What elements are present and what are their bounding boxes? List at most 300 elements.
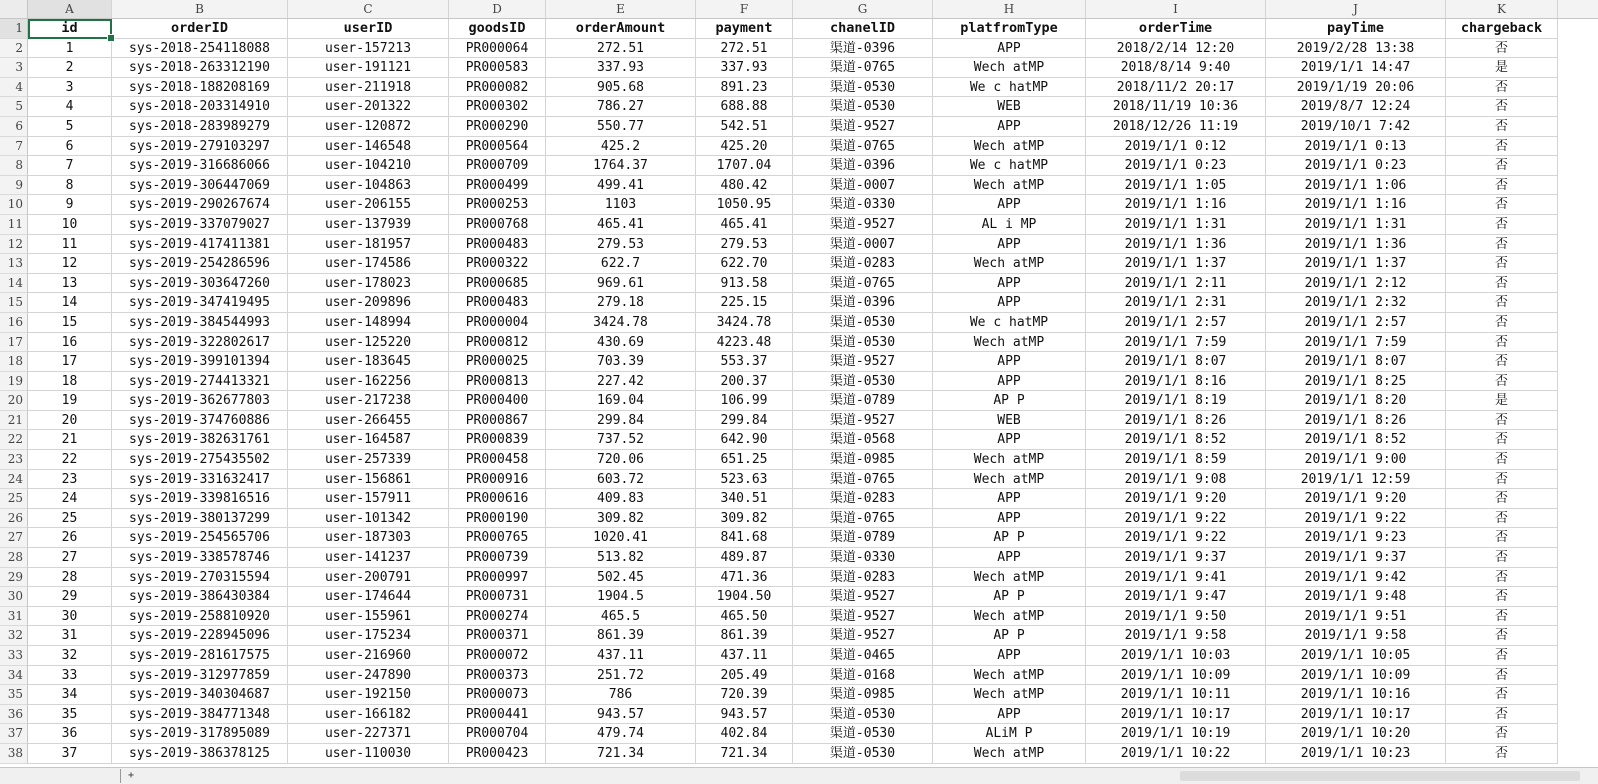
cell-platfromtype[interactable]: APP [933,117,1086,137]
cell-userid[interactable]: user-216960 [288,646,449,666]
cell-chanelid[interactable]: 渠道-0568 [793,430,933,450]
cell-payment[interactable]: 402.84 [696,724,793,744]
cell-chargeback[interactable]: 否 [1446,607,1558,627]
cell-userid[interactable]: user-206155 [288,195,449,215]
cell-payment[interactable]: 891.23 [696,78,793,98]
cell-goodsid[interactable]: PR000564 [449,137,546,157]
cell-ordertime[interactable]: 2019/1/1 8:52 [1086,430,1266,450]
header-cell-chanelid[interactable]: chanelID [793,19,933,39]
cell-orderid[interactable]: sys-2019-339816516 [112,489,288,509]
cell-goodsid[interactable]: PR000082 [449,78,546,98]
cell-id[interactable]: 15 [28,313,112,333]
cell-userid[interactable]: user-166182 [288,705,449,725]
cell-goodsid[interactable]: PR000400 [449,391,546,411]
cell-orderamount[interactable]: 465.41 [546,215,696,235]
cell-goodsid[interactable]: PR000302 [449,97,546,117]
cell-orderamount[interactable]: 437.11 [546,646,696,666]
cell-orderamount[interactable]: 279.18 [546,293,696,313]
cell-ordertime[interactable]: 2019/1/1 1:16 [1086,195,1266,215]
cell-ordertime[interactable]: 2019/1/1 10:11 [1086,685,1266,705]
cell-goodsid[interactable]: PR000839 [449,430,546,450]
cell-orderid[interactable]: sys-2019-340304687 [112,685,288,705]
cell-chargeback[interactable]: 否 [1446,411,1558,431]
cell-payment[interactable]: 480.42 [696,176,793,196]
cell-paytime[interactable]: 2019/1/1 9:22 [1266,509,1446,529]
cell-payment[interactable]: 471.36 [696,568,793,588]
row-number[interactable]: 36 [0,705,28,725]
cell-id[interactable]: 22 [28,450,112,470]
cell-ordertime[interactable]: 2019/1/1 10:19 [1086,724,1266,744]
cell-userid[interactable]: user-101342 [288,509,449,529]
cell-chanelid[interactable]: 渠道-0789 [793,528,933,548]
cell-goodsid[interactable]: PR000685 [449,274,546,294]
cell-paytime[interactable]: 2019/1/1 10:05 [1266,646,1446,666]
cell-id[interactable]: 30 [28,607,112,627]
cell-orderamount[interactable]: 499.41 [546,176,696,196]
cell-chargeback[interactable]: 否 [1446,626,1558,646]
row-number[interactable]: 9 [0,176,28,196]
cell-chargeback[interactable]: 否 [1446,470,1558,490]
cell-ordertime[interactable]: 2019/1/1 9:08 [1086,470,1266,490]
cell-chanelid[interactable]: 渠道-0530 [793,313,933,333]
cell-ordertime[interactable]: 2019/1/1 1:37 [1086,254,1266,274]
cell-userid[interactable]: user-192150 [288,685,449,705]
cell-paytime[interactable]: 2019/1/1 10:16 [1266,685,1446,705]
cell-goodsid[interactable]: PR000064 [449,39,546,59]
cell-chargeback[interactable]: 否 [1446,685,1558,705]
cell-paytime[interactable]: 2019/1/1 8:26 [1266,411,1446,431]
column-letter-d[interactable]: D [449,0,546,18]
cell-chanelid[interactable]: 渠道-0283 [793,568,933,588]
cell-goodsid[interactable]: PR000290 [449,117,546,137]
cell-paytime[interactable]: 2019/1/1 10:09 [1266,666,1446,686]
cell-ordertime[interactable]: 2019/1/1 9:37 [1086,548,1266,568]
cell-ordertime[interactable]: 2019/1/1 1:31 [1086,215,1266,235]
cell-chanelid[interactable]: 渠道-0985 [793,685,933,705]
cell-orderamount[interactable]: 861.39 [546,626,696,646]
cell-chanelid[interactable]: 渠道-0765 [793,470,933,490]
cell-payment[interactable]: 720.39 [696,685,793,705]
cell-payment[interactable]: 337.93 [696,58,793,78]
cell-ordertime[interactable]: 2019/1/1 9:41 [1086,568,1266,588]
cell-chanelid[interactable]: 渠道-0530 [793,724,933,744]
cell-ordertime[interactable]: 2019/1/1 1:05 [1086,176,1266,196]
row-number[interactable]: 38 [0,744,28,764]
cell-chanelid[interactable]: 渠道-0396 [793,293,933,313]
row-number[interactable]: 33 [0,646,28,666]
cell-goodsid[interactable]: PR000916 [449,470,546,490]
header-cell-id[interactable]: id [28,19,112,39]
cell-platfromtype[interactable]: APP [933,235,1086,255]
cell-payment[interactable]: 4223.48 [696,333,793,353]
cell-orderamount[interactable]: 465.5 [546,607,696,627]
row-number[interactable]: 37 [0,724,28,744]
cell-userid[interactable]: user-174644 [288,587,449,607]
cell-chargeback[interactable]: 否 [1446,97,1558,117]
cell-paytime[interactable]: 2019/1/1 10:20 [1266,724,1446,744]
cell-orderid[interactable]: sys-2019-347419495 [112,293,288,313]
cell-payment[interactable]: 425.20 [696,137,793,157]
cell-orderamount[interactable]: 227.42 [546,372,696,392]
cell-payment[interactable]: 622.70 [696,254,793,274]
cell-goodsid[interactable]: PR000739 [449,548,546,568]
cell-payment[interactable]: 688.88 [696,97,793,117]
cell-chargeback[interactable]: 是 [1446,391,1558,411]
cell-platfromtype[interactable]: WEB [933,97,1086,117]
cell-orderamount[interactable]: 502.45 [546,568,696,588]
cell-platfromtype[interactable]: ALiM P [933,724,1086,744]
cell-orderid[interactable]: sys-2019-386378125 [112,744,288,764]
cell-payment[interactable]: 1050.95 [696,195,793,215]
cell-payment[interactable]: 913.58 [696,274,793,294]
cell-orderamount[interactable]: 1020.41 [546,528,696,548]
cell-orderamount[interactable]: 1103 [546,195,696,215]
row-number[interactable]: 25 [0,489,28,509]
cell-userid[interactable]: user-217238 [288,391,449,411]
cell-paytime[interactable]: 2019/1/1 12:59 [1266,470,1446,490]
cell-orderid[interactable]: sys-2019-306447069 [112,176,288,196]
cell-userid[interactable]: user-201322 [288,97,449,117]
cell-goodsid[interactable]: PR000274 [449,607,546,627]
cell-chanelid[interactable]: 渠道-9527 [793,215,933,235]
cell-userid[interactable]: user-155961 [288,607,449,627]
row-number[interactable]: 31 [0,607,28,627]
cell-orderid[interactable]: sys-2019-384544993 [112,313,288,333]
cell-id[interactable]: 16 [28,333,112,353]
cell-orderamount[interactable]: 969.61 [546,274,696,294]
cell-payment[interactable]: 651.25 [696,450,793,470]
cell-ordertime[interactable]: 2018/12/26 11:19 [1086,117,1266,137]
cell-orderid[interactable]: sys-2019-254565706 [112,528,288,548]
cell-goodsid[interactable]: PR000765 [449,528,546,548]
cell-goodsid[interactable]: PR000371 [449,626,546,646]
cell-chargeback[interactable]: 否 [1446,137,1558,157]
cell-platfromtype[interactable]: Wech atMP [933,58,1086,78]
cell-id[interactable]: 1 [28,39,112,59]
cell-ordertime[interactable]: 2019/1/1 2:31 [1086,293,1266,313]
cell-platfromtype[interactable]: AP P [933,626,1086,646]
cell-payment[interactable]: 437.11 [696,646,793,666]
cell-paytime[interactable]: 2019/1/1 9:00 [1266,450,1446,470]
cell-userid[interactable]: user-137939 [288,215,449,235]
cell-id[interactable]: 33 [28,666,112,686]
cell-chanelid[interactable]: 渠道-9527 [793,607,933,627]
cell-chanelid[interactable]: 渠道-0007 [793,176,933,196]
row-number[interactable]: 3 [0,58,28,78]
cell-payment[interactable]: 465.50 [696,607,793,627]
cell-orderid[interactable]: sys-2018-203314910 [112,97,288,117]
cell-userid[interactable]: user-247890 [288,666,449,686]
cell-orderid[interactable]: sys-2019-279103297 [112,137,288,157]
cell-chargeback[interactable]: 否 [1446,489,1558,509]
cell-goodsid[interactable]: PR000458 [449,450,546,470]
cell-orderid[interactable]: sys-2019-331632417 [112,470,288,490]
cell-chargeback[interactable]: 否 [1446,215,1558,235]
row-number[interactable]: 10 [0,195,28,215]
cell-ordertime[interactable]: 2019/1/1 10:22 [1086,744,1266,764]
column-letter-f[interactable]: F [696,0,793,18]
cell-paytime[interactable]: 2019/1/1 2:12 [1266,274,1446,294]
cell-ordertime[interactable]: 2018/11/2 20:17 [1086,78,1266,98]
cell-goodsid[interactable]: PR000616 [449,489,546,509]
cell-orderamount[interactable]: 786.27 [546,97,696,117]
cell-chargeback[interactable]: 否 [1446,724,1558,744]
cell-paytime[interactable]: 2019/1/1 9:51 [1266,607,1446,627]
cell-orderid[interactable]: sys-2019-384771348 [112,705,288,725]
cell-paytime[interactable]: 2019/1/1 0:23 [1266,156,1446,176]
cell-payment[interactable]: 861.39 [696,626,793,646]
cell-paytime[interactable]: 2019/1/1 9:20 [1266,489,1446,509]
cell-goodsid[interactable]: PR000190 [449,509,546,529]
cell-id[interactable]: 3 [28,78,112,98]
cell-orderamount[interactable]: 603.72 [546,470,696,490]
cell-ordertime[interactable]: 2018/11/19 10:36 [1086,97,1266,117]
cell-orderid[interactable]: sys-2019-303647260 [112,274,288,294]
cell-chanelid[interactable]: 渠道-0283 [793,254,933,274]
cell-chanelid[interactable]: 渠道-0396 [793,39,933,59]
cell-ordertime[interactable]: 2019/1/1 8:19 [1086,391,1266,411]
cell-paytime[interactable]: 2019/1/1 8:20 [1266,391,1446,411]
column-letter-j[interactable]: J [1266,0,1446,18]
cell-userid[interactable]: user-200791 [288,568,449,588]
cell-platfromtype[interactable]: We c hatMP [933,156,1086,176]
cell-id[interactable]: 21 [28,430,112,450]
cell-payment[interactable]: 1707.04 [696,156,793,176]
cell-id[interactable]: 27 [28,548,112,568]
cell-payment[interactable]: 106.99 [696,391,793,411]
column-letter-h[interactable]: H [933,0,1086,18]
column-letter-b[interactable]: B [112,0,288,18]
cell-paytime[interactable]: 2019/1/1 8:07 [1266,352,1446,372]
cell-goodsid[interactable]: PR000073 [449,685,546,705]
cell-orderamount[interactable]: 720.06 [546,450,696,470]
cell-platfromtype[interactable]: Wech atMP [933,470,1086,490]
cell-orderamount[interactable]: 943.57 [546,705,696,725]
cell-userid[interactable]: user-104210 [288,156,449,176]
cell-orderamount[interactable]: 409.83 [546,489,696,509]
cell-paytime[interactable]: 2019/1/1 8:25 [1266,372,1446,392]
cell-platfromtype[interactable]: APP [933,195,1086,215]
cell-chanelid[interactable]: 渠道-0985 [793,450,933,470]
cell-chanelid[interactable]: 渠道-9527 [793,352,933,372]
cell-payment[interactable]: 465.41 [696,215,793,235]
cell-payment[interactable]: 309.82 [696,509,793,529]
cell-id[interactable]: 18 [28,372,112,392]
header-cell-orderid[interactable]: orderID [112,19,288,39]
cell-ordertime[interactable]: 2018/2/14 12:20 [1086,39,1266,59]
cell-userid[interactable]: user-209896 [288,293,449,313]
row-number[interactable]: 19 [0,372,28,392]
cell-chargeback[interactable]: 否 [1446,646,1558,666]
cell-chanelid[interactable]: 渠道-0530 [793,97,933,117]
horizontal-scrollbar[interactable] [1180,771,1580,781]
cell-orderid[interactable]: sys-2019-374760886 [112,411,288,431]
cell-chargeback[interactable]: 否 [1446,274,1558,294]
cell-paytime[interactable]: 2019/2/28 13:38 [1266,39,1446,59]
cell-chanelid[interactable]: 渠道-9527 [793,411,933,431]
cell-payment[interactable]: 943.57 [696,705,793,725]
cell-goodsid[interactable]: PR000253 [449,195,546,215]
row-number[interactable]: 20 [0,391,28,411]
row-number[interactable]: 7 [0,137,28,157]
row-number[interactable]: 5 [0,97,28,117]
cell-payment[interactable]: 279.53 [696,235,793,255]
cell-ordertime[interactable]: 2019/1/1 8:16 [1086,372,1266,392]
cell-orderamount[interactable]: 479.74 [546,724,696,744]
cell-orderid[interactable]: sys-2019-254286596 [112,254,288,274]
row-number[interactable]: 26 [0,509,28,529]
cell-platfromtype[interactable]: AP P [933,528,1086,548]
cell-orderid[interactable]: sys-2019-270315594 [112,568,288,588]
cell-orderid[interactable]: sys-2019-380137299 [112,509,288,529]
row-number[interactable]: 4 [0,78,28,98]
cell-orderamount[interactable]: 786 [546,685,696,705]
cell-userid[interactable]: user-164587 [288,430,449,450]
cell-paytime[interactable]: 2019/1/1 1:31 [1266,215,1446,235]
cell-id[interactable]: 6 [28,137,112,157]
cell-userid[interactable]: user-125220 [288,333,449,353]
cell-userid[interactable]: user-178023 [288,274,449,294]
cell-payment[interactable]: 340.51 [696,489,793,509]
cell-orderamount[interactable]: 309.82 [546,509,696,529]
cell-goodsid[interactable]: PR000072 [449,646,546,666]
cell-paytime[interactable]: 2019/1/1 9:42 [1266,568,1446,588]
row-number[interactable]: 17 [0,333,28,353]
cell-chanelid[interactable]: 渠道-0330 [793,195,933,215]
cell-id[interactable]: 23 [28,470,112,490]
header-cell-orderamount[interactable]: orderAmount [546,19,696,39]
row-number[interactable]: 21 [0,411,28,431]
cell-orderamount[interactable]: 251.72 [546,666,696,686]
row-number[interactable]: 15 [0,293,28,313]
cell-orderid[interactable]: sys-2019-281617575 [112,646,288,666]
cell-chargeback[interactable]: 否 [1446,293,1558,313]
cell-platfromtype[interactable]: Wech atMP [933,254,1086,274]
cell-id[interactable]: 13 [28,274,112,294]
cell-id[interactable]: 9 [28,195,112,215]
cell-id[interactable]: 2 [28,58,112,78]
cell-userid[interactable]: user-157911 [288,489,449,509]
cell-id[interactable]: 8 [28,176,112,196]
cell-ordertime[interactable]: 2018/8/14 9:40 [1086,58,1266,78]
cell-userid[interactable]: user-211918 [288,78,449,98]
cell-chargeback[interactable]: 否 [1446,195,1558,215]
fill-handle[interactable] [107,34,115,42]
cell-userid[interactable]: user-227371 [288,724,449,744]
cell-chargeback[interactable]: 否 [1446,509,1558,529]
cell-chargeback[interactable]: 否 [1446,39,1558,59]
row-number[interactable]: 1 [0,19,28,39]
cell-orderid[interactable]: sys-2019-228945096 [112,626,288,646]
cell-orderamount[interactable]: 425.2 [546,137,696,157]
cell-userid[interactable]: user-162256 [288,372,449,392]
cell-id[interactable]: 29 [28,587,112,607]
cell-ordertime[interactable]: 2019/1/1 0:23 [1086,156,1266,176]
cell-userid[interactable]: user-183645 [288,352,449,372]
cell-orderid[interactable]: sys-2019-362677803 [112,391,288,411]
cell-orderid[interactable]: sys-2019-275435502 [112,450,288,470]
cell-goodsid[interactable]: PR000004 [449,313,546,333]
cell-platfromtype[interactable]: We c hatMP [933,78,1086,98]
cell-payment[interactable]: 200.37 [696,372,793,392]
cell-goodsid[interactable]: PR000813 [449,372,546,392]
cell-ordertime[interactable]: 2019/1/1 9:20 [1086,489,1266,509]
cell-ordertime[interactable]: 2019/1/1 9:22 [1086,528,1266,548]
cell-chargeback[interactable]: 否 [1446,352,1558,372]
header-cell-goodsid[interactable]: goodsID [449,19,546,39]
cell-goodsid[interactable]: PR000025 [449,352,546,372]
cell-payment[interactable]: 721.34 [696,744,793,764]
cell-id[interactable]: 36 [28,724,112,744]
cell-userid[interactable]: user-146548 [288,137,449,157]
cell-orderid[interactable]: sys-2019-338578746 [112,548,288,568]
cell-userid[interactable]: user-104863 [288,176,449,196]
cell-chanelid[interactable]: 渠道-0530 [793,333,933,353]
cell-orderid[interactable]: sys-2019-316686066 [112,156,288,176]
header-cell-ordertime[interactable]: orderTime [1086,19,1266,39]
cell-platfromtype[interactable]: Wech atMP [933,744,1086,764]
row-number[interactable]: 12 [0,235,28,255]
cell-ordertime[interactable]: 2019/1/1 1:36 [1086,235,1266,255]
row-number[interactable]: 28 [0,548,28,568]
cell-id[interactable]: 14 [28,293,112,313]
cell-orderid[interactable]: sys-2018-254118088 [112,39,288,59]
cell-userid[interactable]: user-157213 [288,39,449,59]
cell-orderamount[interactable]: 430.69 [546,333,696,353]
row-number[interactable]: 14 [0,274,28,294]
row-number[interactable]: 22 [0,430,28,450]
cell-id[interactable]: 10 [28,215,112,235]
cell-payment[interactable]: 642.90 [696,430,793,450]
cell-paytime[interactable]: 2019/1/1 2:57 [1266,313,1446,333]
column-letter-e[interactable]: E [546,0,696,18]
row-number[interactable]: 16 [0,313,28,333]
cell-paytime[interactable]: 2019/1/1 10:23 [1266,744,1446,764]
cell-chargeback[interactable]: 否 [1446,568,1558,588]
cell-chargeback[interactable]: 否 [1446,78,1558,98]
cell-paytime[interactable]: 2019/1/1 10:17 [1266,705,1446,725]
header-cell-platfromtype[interactable]: platfromType [933,19,1086,39]
cell-goodsid[interactable]: PR000812 [449,333,546,353]
cell-orderamount[interactable]: 272.51 [546,39,696,59]
cell-chanelid[interactable]: 渠道-0765 [793,137,933,157]
cell-goodsid[interactable]: PR000731 [449,587,546,607]
cell-orderid[interactable]: sys-2019-322802617 [112,333,288,353]
cell-chanelid[interactable]: 渠道-0530 [793,744,933,764]
cell-chargeback[interactable]: 否 [1446,333,1558,353]
cell-platfromtype[interactable]: AL i MP [933,215,1086,235]
cell-orderid[interactable]: sys-2019-258810920 [112,607,288,627]
cell-ordertime[interactable]: 2019/1/1 2:11 [1086,274,1266,294]
cell-id[interactable]: 24 [28,489,112,509]
row-number[interactable]: 24 [0,470,28,490]
cell-chanelid[interactable]: 渠道-0465 [793,646,933,666]
column-letter-i[interactable]: I [1086,0,1266,18]
cell-ordertime[interactable]: 2019/1/1 0:12 [1086,137,1266,157]
cell-id[interactable]: 34 [28,685,112,705]
cell-payment[interactable]: 523.63 [696,470,793,490]
cell-orderamount[interactable]: 550.77 [546,117,696,137]
cell-chanelid[interactable]: 渠道-0530 [793,78,933,98]
row-number[interactable]: 23 [0,450,28,470]
cell-payment[interactable]: 272.51 [696,39,793,59]
cell-chanelid[interactable]: 渠道-0765 [793,58,933,78]
cell-platfromtype[interactable]: Wech atMP [933,607,1086,627]
cell-orderid[interactable]: sys-2019-386430384 [112,587,288,607]
cell-chanelid[interactable]: 渠道-9527 [793,587,933,607]
cell-chanelid[interactable]: 渠道-0283 [793,489,933,509]
cell-goodsid[interactable]: PR000373 [449,666,546,686]
